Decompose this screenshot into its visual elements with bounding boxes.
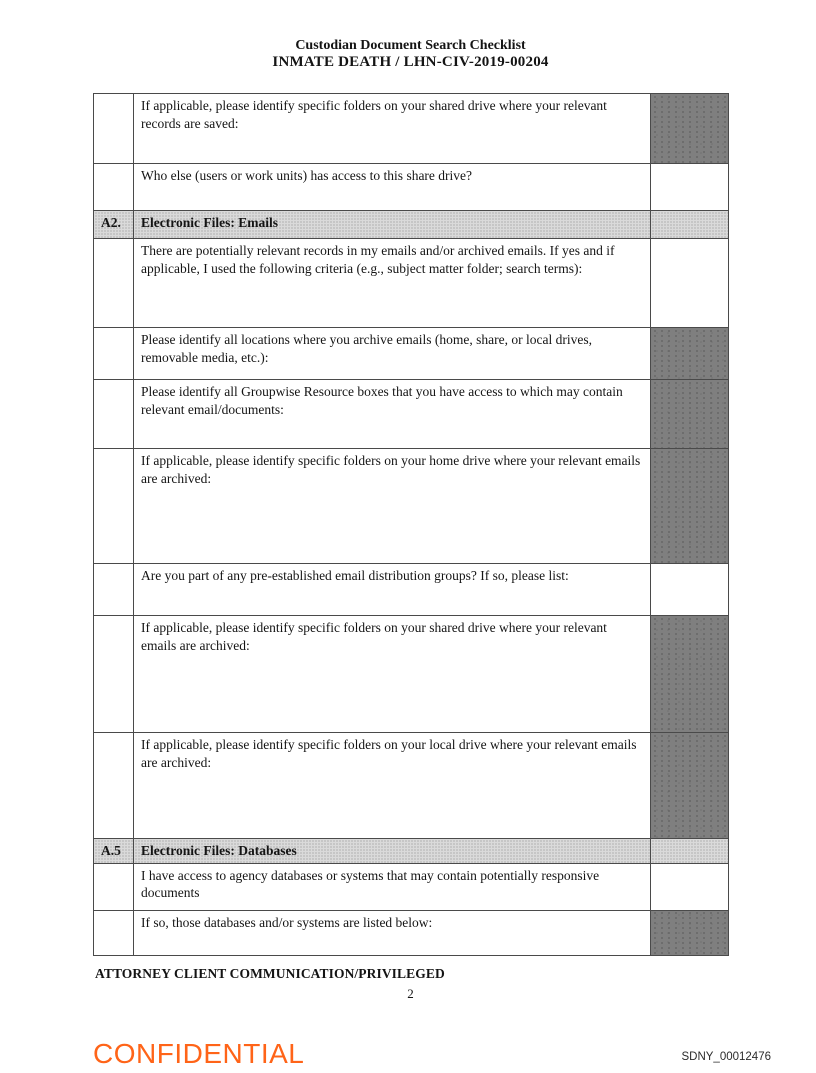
- document-title-block: [93, 38, 728, 71]
- table-row: [94, 94, 729, 164]
- row-label-cell: [94, 94, 134, 164]
- case-caption: INMATE DEATH / LHN-CIV-2019-00204: [272, 54, 549, 70]
- row-label-cell: [94, 564, 134, 616]
- document-title: Custodian Document Search Checklist: [295, 38, 526, 53]
- row-label-cell: [94, 239, 134, 328]
- answer-cell-redacted: [651, 616, 729, 733]
- confidential-stamp: CONFIDENTIAL: [93, 1038, 305, 1069]
- row-label-cell: [94, 328, 134, 380]
- question-cell: If applicable, please identify specific folders on your home drive where your relevant emails are archived:: [134, 449, 651, 564]
- answer-cell-empty: [651, 239, 729, 328]
- row-label-cell: [94, 733, 134, 839]
- section-answer-cell: [651, 211, 729, 239]
- answer-cell-empty: [651, 863, 729, 910]
- row-label-cell: [94, 164, 134, 211]
- row-label-cell: [94, 616, 134, 733]
- table-row: [94, 239, 729, 328]
- section-label-cell: A.5: [94, 839, 134, 864]
- table-row: [94, 328, 729, 380]
- section-title-cell: Electronic Files: Emails: [134, 211, 651, 239]
- answer-cell-redacted: [651, 94, 729, 164]
- question-cell: If applicable, please identify specific folders on your local drive where your relevant emails are archived:: [134, 733, 651, 839]
- row-label-cell: [94, 380, 134, 449]
- question-cell: Who else (users or work units) has access to this share drive?: [134, 164, 651, 211]
- answer-cell-redacted: [651, 733, 729, 839]
- page-number: 2: [407, 986, 414, 1001]
- table-row: [94, 616, 729, 733]
- privilege-footer: ATTORNEY CLIENT COMMUNICATION/PRIVILEGED: [95, 966, 445, 981]
- table-row: [94, 910, 729, 955]
- section-header-row: [94, 211, 729, 239]
- bates-number: SDNY_00012476: [681, 1051, 771, 1063]
- section-header-row: [94, 839, 729, 864]
- question-cell: There are potentially relevant records in my emails and/or archived emails. If yes and if applicable, I used the following criteria (e.g., subject matter folder; search terms):: [134, 239, 651, 328]
- question-cell: I have access to agency databases or systems that may contain potentially responsive documents: [134, 863, 651, 910]
- table-row: [94, 863, 729, 910]
- row-label-cell: [94, 910, 134, 955]
- checklist-table: [93, 93, 729, 956]
- table-row: [94, 164, 729, 211]
- answer-cell-redacted: [651, 449, 729, 564]
- question-cell: If applicable, please identify specific folders on your shared drive where your relevant emails are archived:: [134, 616, 651, 733]
- question-cell: Please identify all locations where you archive emails (home, share, or local drives, removable media, etc.):: [134, 328, 651, 380]
- section-answer-cell: [651, 839, 729, 864]
- section-title-cell: Electronic Files: Databases: [134, 839, 651, 864]
- table-row: [94, 733, 729, 839]
- question-cell: If so, those databases and/or systems are listed below:: [134, 910, 651, 955]
- table-row: [94, 380, 729, 449]
- table-row: [94, 449, 729, 564]
- answer-cell-redacted: [651, 328, 729, 380]
- row-label-cell: [94, 863, 134, 910]
- row-label-cell: [94, 449, 134, 564]
- answer-cell-redacted: [651, 380, 729, 449]
- question-cell: Please identify all Groupwise Resource boxes that you have access to which may contain relevant email/documents:: [134, 380, 651, 449]
- question-cell: Are you part of any pre-established email distribution groups? If so, please list:: [134, 564, 651, 616]
- answer-cell-redacted: [651, 910, 729, 955]
- section-label-cell: A2.: [94, 211, 134, 239]
- answer-cell-empty: [651, 164, 729, 211]
- answer-cell-empty: [651, 564, 729, 616]
- table-row: [94, 564, 729, 616]
- question-cell: If applicable, please identify specific folders on your shared drive where your relevant records are saved:: [134, 94, 651, 164]
